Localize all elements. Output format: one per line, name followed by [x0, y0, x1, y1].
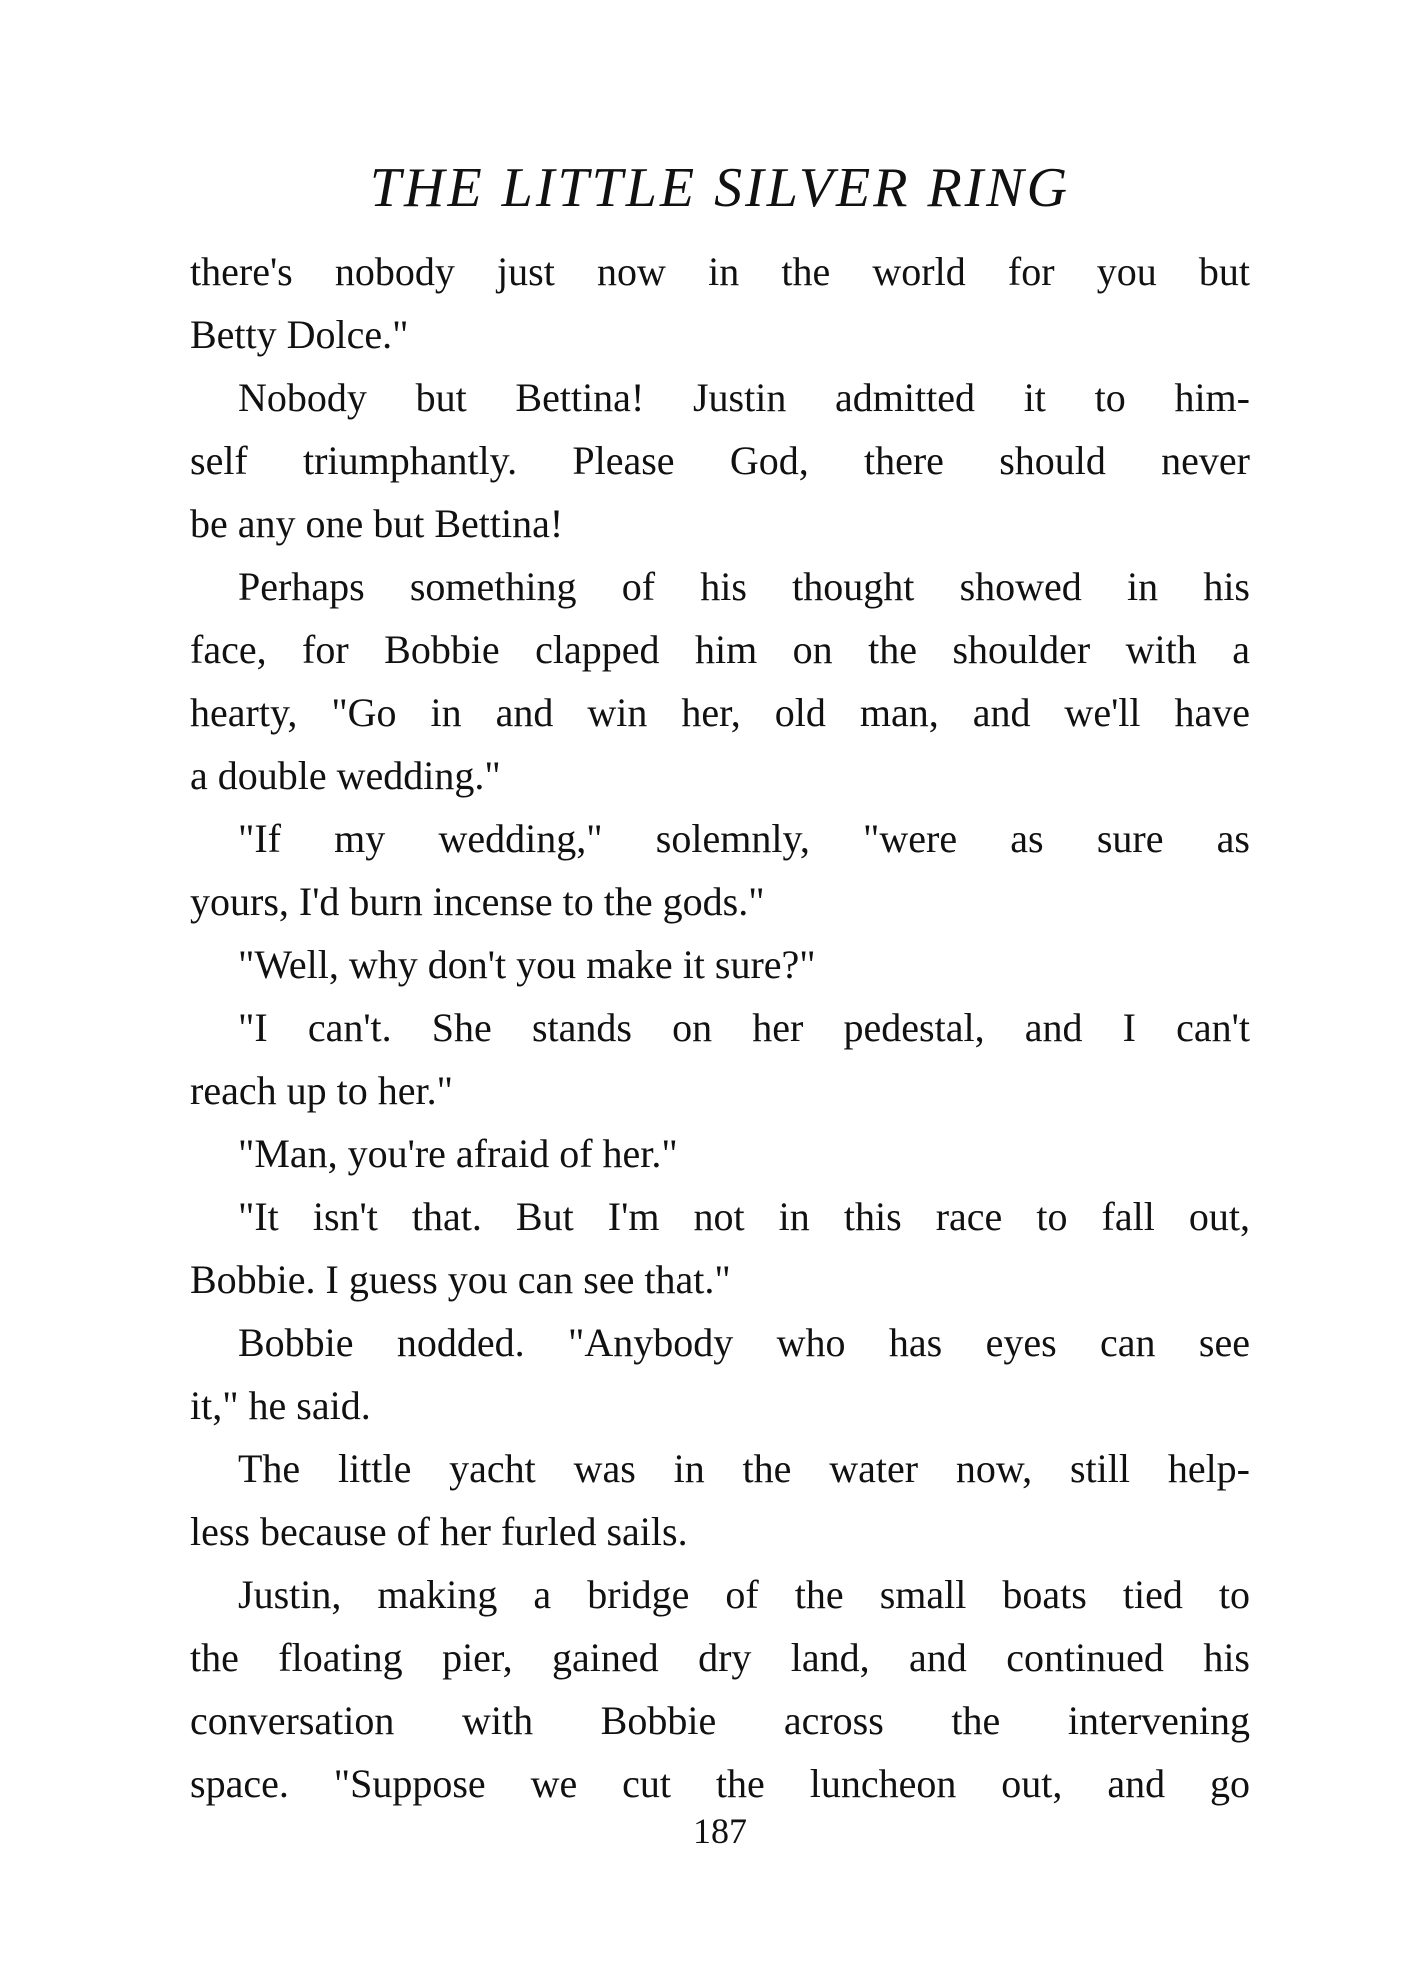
- text-line: "Well, why don't you make it sure?": [238, 942, 816, 987]
- text-line: Justin, making a bridge of the small boats tied to: [238, 1572, 1250, 1617]
- text-line: space. "Suppose we cut the luncheon out, and go: [190, 1761, 1250, 1806]
- text-line: "I can't. She stands on her pedestal, and I can't: [238, 1005, 1250, 1050]
- text-line: self triumphantly. Please God, there should never: [190, 438, 1250, 483]
- running-head: THE LITTLE SILVER RING: [369, 157, 1071, 219]
- text-line: face, for Bobbie clapped him on the shoulder with a: [190, 627, 1250, 672]
- text-line: "If my wedding," solemnly, "were as sure as: [238, 816, 1250, 861]
- text-line: less because of her furled sails.: [190, 1509, 688, 1554]
- body-text: [190, 240, 1250, 1815]
- text-line: Bobbie nodded. "Anybody who has eyes can see: [238, 1320, 1250, 1365]
- text-line: Perhaps something of his thought showed in his: [238, 564, 1250, 609]
- text-line: yours, I'd burn incense to the gods.": [190, 879, 765, 924]
- text-line: reach up to her.": [190, 1068, 453, 1113]
- text-line: Betty Dolce.": [190, 312, 409, 357]
- text-line: conversation with Bobbie across the intervening: [190, 1698, 1250, 1743]
- text-line: the floating pier, gained dry land, and continued his: [190, 1635, 1250, 1680]
- text-line: hearty, "Go in and win her, old man, and we'll have: [190, 690, 1250, 735]
- text-line: Nobody but Bettina! Justin admitted it to him-: [238, 375, 1250, 420]
- text-line: Bobbie. I guess you can see that.": [190, 1257, 731, 1302]
- text-line: be any one but Bettina!: [190, 501, 564, 546]
- text-line: a double wedding.": [190, 753, 501, 798]
- text-line: there's nobody just now in the world for you but: [190, 249, 1250, 294]
- text-line: it," he said.: [190, 1383, 371, 1428]
- text-line: "It isn't that. But I'm not in this race to fall out,: [238, 1194, 1250, 1239]
- page-number: 187: [693, 1811, 747, 1851]
- text-line: "Man, you're afraid of her.": [238, 1131, 678, 1176]
- text-line: The little yacht was in the water now, still help-: [238, 1446, 1250, 1491]
